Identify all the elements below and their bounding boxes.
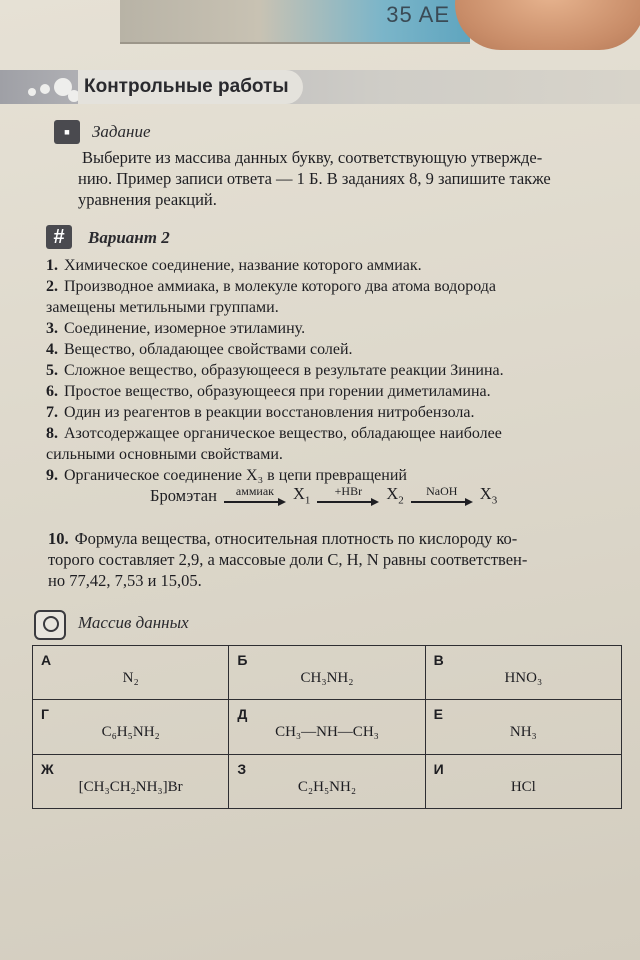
table-row — [33, 700, 622, 754]
table-cell: Е NH₃ — [425, 700, 621, 754]
page-header-title: Контрольные работы — [78, 70, 303, 104]
chain-x3: $X_3$ — [479, 484, 498, 507]
reaction-arrow — [317, 485, 379, 506]
task-icon: ▪ — [54, 120, 80, 144]
reaction-arrow — [411, 485, 473, 506]
background-book — [120, 0, 470, 44]
table-cell: Д CH₃—NH—CH₃ — [229, 700, 425, 754]
list-item: 1. Химическое соединение, название которого аммиак. — [46, 257, 422, 274]
table-cell: З C₂H₅NH₂ — [229, 754, 425, 808]
hash-icon: # — [46, 225, 72, 249]
task-line: нию. Пример записи ответа — 1 Б. В заданиях 8, 9 запишите также — [78, 169, 551, 188]
list-item-continuation: сильными основными свойствами. — [46, 446, 283, 463]
reaction-arrow — [224, 485, 286, 506]
table-cell: В HNO₃ — [425, 646, 621, 700]
list-item: 5. Сложное вещество, образующееся в результате реакции Зинина. — [46, 362, 504, 379]
table-cell: И HCl — [425, 754, 621, 808]
finger — [455, 0, 640, 50]
list-item: 6. Простое вещество, образующееся при горении диметиламина. — [46, 383, 491, 400]
arrow-label: +HBr — [334, 484, 363, 499]
chain-start: Бромэтан — [150, 486, 217, 506]
arrow-label: NaOH — [426, 484, 458, 499]
task-line: Выберите из массива данных букву, соответствующую утвержде- — [82, 148, 543, 167]
list-item: 8. Азотсодержащее органическое вещество, обладающее наиболее — [46, 425, 502, 442]
arrow-label: аммиак — [235, 484, 274, 499]
list-item: 9. Органическое соединение X₃ в цепи превращений — [46, 467, 407, 484]
table-cell: Б CH₃NH₂ — [229, 646, 425, 700]
table-row — [33, 754, 622, 808]
reaction-chain — [150, 484, 497, 506]
arrow-icon — [411, 498, 473, 506]
list-item: 2. Производное аммиака, в молекуле которого два атома водорода — [46, 278, 497, 295]
variant-title: Вариант 2 — [88, 228, 170, 247]
table-row — [33, 646, 622, 700]
table-cell: Ж [CH₃CH₂NH₃]Br — [33, 754, 229, 808]
data-array-table — [32, 645, 622, 809]
lightbulb-icon — [34, 610, 66, 640]
list-item-continuation: замещены метильными группами. — [46, 299, 279, 316]
question-10: 10. Формула вещества, относительная плотность по кислороду ко- торого составляет 2,9, а массовые доли C, H, N равны соответствен- но 77,42, 7,53 и 15,05. — [48, 529, 528, 590]
task-title: Задание — [92, 122, 151, 141]
list-item: 4. Вещество, обладающее свойствами солей. — [46, 341, 353, 358]
arrow-icon — [224, 498, 286, 506]
list-item: 7. Один из реагентов в реакции восстановления нитробензола. — [46, 404, 475, 421]
arrow-icon — [317, 498, 379, 506]
table-cell: Г C₆H₅NH₂ — [33, 700, 229, 754]
list-item: 3. Соединение, изомерное этиламину. — [46, 320, 306, 337]
task-text — [78, 147, 627, 210]
data-array-title: Массив данных — [78, 613, 189, 632]
task-line: уравнения реакций. — [78, 190, 217, 209]
book-spine-text: 35 AE — [386, 2, 450, 27]
question-list — [46, 255, 621, 486]
chain-x1: $X_1$ — [292, 484, 311, 507]
table-cell: А N₂ — [33, 646, 229, 700]
chain-x2: $X_2$ — [386, 484, 404, 507]
